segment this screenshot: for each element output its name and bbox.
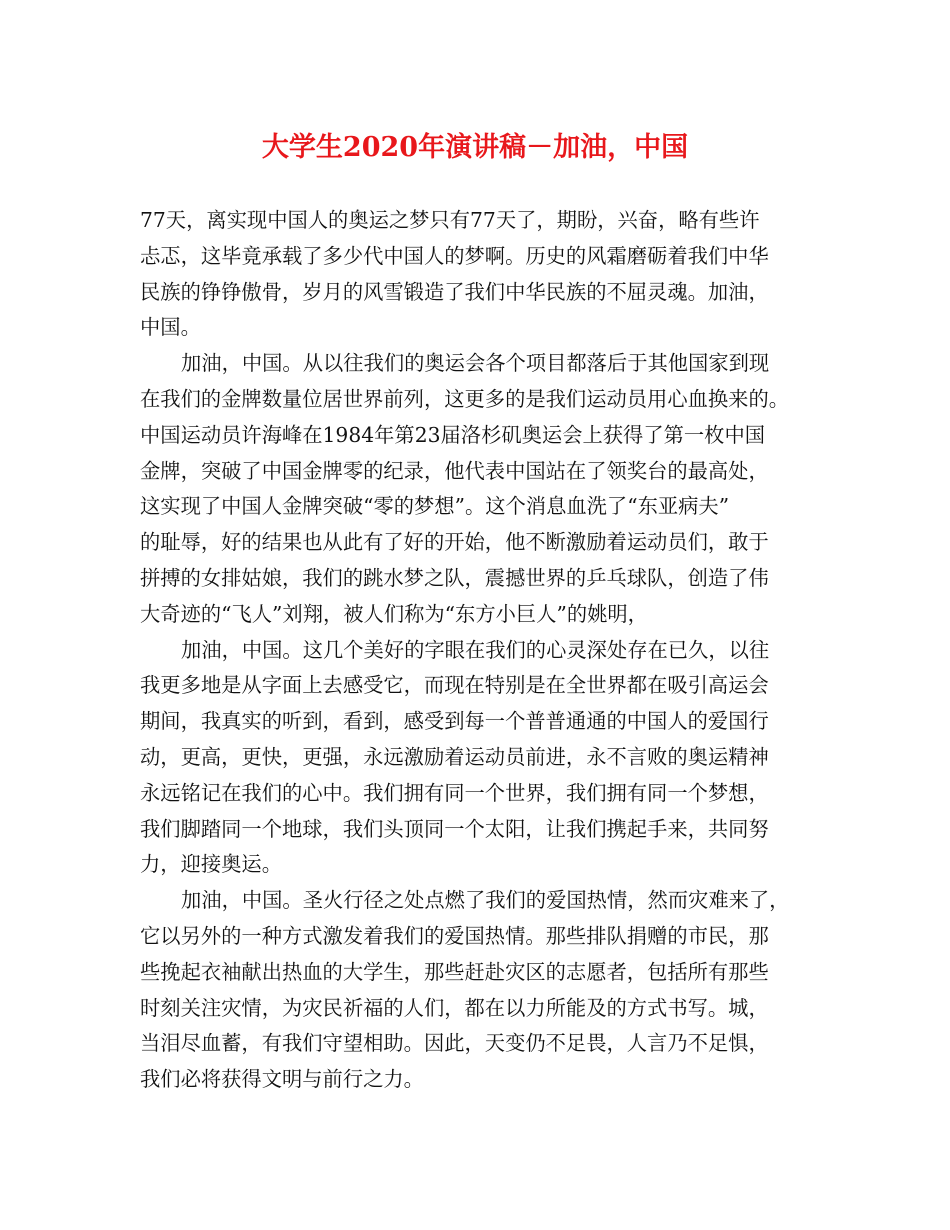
text-line: 的耻辱，好的结果也从此有了好的开始，他不断激励着运动员们，敢于	[140, 530, 769, 555]
text-line: 77天，离实现中国人的奥运之梦只有77天了，期盼，兴奋，略有些许	[140, 208, 760, 232]
text-line: 我们脚踏同一个地球，我们头顶同一个太阳，让我们携起手来，共同努	[140, 816, 769, 841]
text-line: 中国。	[140, 315, 201, 340]
text-line: 我们必将获得文明与前行之力。	[140, 1067, 424, 1092]
text-line: 力，迎接奥运。	[140, 852, 282, 877]
document-title: 大学生2020年演讲稿－加油，中国	[261, 132, 689, 163]
text-line: 期间，我真实的听到，看到，感受到每一个普普通通的中国人的爱国行	[140, 709, 769, 734]
document-body	[140, 203, 820, 1098]
text-line: 拼搏的女排姑娘，我们的跳水梦之队，震撼世界的乒乓球队，创造了伟	[140, 565, 769, 590]
text-line: 些挽起衣袖献出热血的大学生，那些赶赴灾区的志愿者，包括所有那些	[140, 959, 769, 984]
text-line: 这实现了中国人金牌突破“零的梦想”。这个消息血洗了“东亚病夫”	[140, 494, 730, 519]
text-line: 时刻关注灾情，为灾民祈福的人们，都在以力所能及的方式书写。城，	[140, 995, 769, 1020]
text-line: 金牌，突破了中国金牌零的纪录，他代表中国站在了领奖台的最高处，	[140, 458, 769, 483]
paragraph-start-line: 加油，中国。从以往我们的奥运会各个项目都落后于其他国家到现	[181, 351, 770, 376]
text-line: 它以另外的一种方式激发着我们的爱国热情。那些排队捐赠的市民，那	[140, 923, 769, 948]
text-line: 在我们的金牌数量位居世界前列，这更多的是我们运动员用心血换来的。	[140, 386, 790, 411]
text-line: 当泪尽血蓄，有我们守望相助。因此，天变仍不足畏，人言乃不足惧，	[140, 1031, 769, 1056]
text-line: 永远铭记在我们的心中。我们拥有同一个世界，我们拥有同一个梦想，	[140, 780, 769, 805]
text-line: 忐忑，这毕竟承载了多少代中国人的梦啊。历史的风霜磨砺着我们中华	[140, 243, 769, 268]
text-line: 动，更高，更快，更强，永远激励着运动员前进，永不言败的奥运精神	[140, 744, 769, 769]
text-line: 中国运动员许海峰在1984年第23届洛杉矶奥运会上获得了第一枚中国	[140, 422, 766, 447]
text-line: 民族的铮铮傲骨，岁月的风雪锻造了我们中华民族的不屈灵魂。加油，	[140, 279, 769, 304]
text-line: 大奇迹的“飞人”刘翔，被人们称为“东方小巨人”的姚明，	[140, 601, 648, 626]
text-line: 我更多地是从字面上去感受它，而现在特别是在全世界都在吸引高运会	[140, 673, 769, 698]
paragraph-start-line: 加油，中国。这几个美好的字眼在我们的心灵深处存在已久，以往	[181, 637, 770, 662]
paragraph-start-line: 加油，中国。圣火行径之处点燃了我们的爱国热情，然而灾难来了，	[181, 888, 790, 913]
